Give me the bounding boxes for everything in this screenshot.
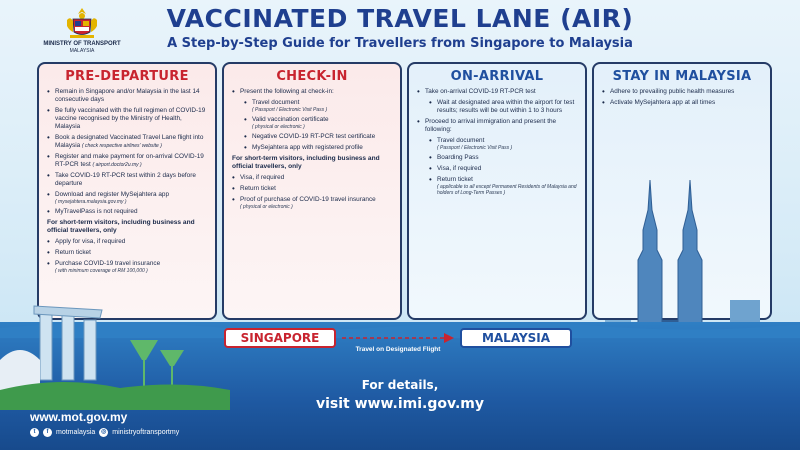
list-item xyxy=(602,88,762,96)
item-text: Visa, if required xyxy=(437,165,482,172)
card-title-on-arrival: ON-ARRIVAL xyxy=(450,69,544,84)
short-term-heading: For short-term visitors, including business and official travellers, only xyxy=(232,155,380,170)
list-subitem xyxy=(417,99,577,115)
card-check-in xyxy=(222,62,402,320)
item-text: Purchase COVID-19 travel insurance xyxy=(55,260,161,267)
list-item xyxy=(232,174,392,182)
item-text: Return ticket xyxy=(240,185,276,192)
list-item xyxy=(47,238,207,246)
ministry-logo xyxy=(22,6,142,54)
item-text: MySejahtera app with registered profile xyxy=(252,144,363,151)
item-text: Activate MySejahtera app at all times xyxy=(610,99,716,106)
item-text: Present the following at check-in: xyxy=(240,88,334,95)
list-item xyxy=(417,88,577,96)
list-item xyxy=(602,99,762,107)
details-link[interactable]: visit www.imi.gov.my xyxy=(315,396,484,412)
card-pre-departure xyxy=(37,62,217,320)
list-item xyxy=(47,134,207,150)
page-subtitle: A Step-by-Step Guide for Travellers from Singapore to Malaysia xyxy=(167,36,633,51)
item-text: MyTravelPass is not required xyxy=(55,208,138,215)
card-on-arrival xyxy=(407,62,587,320)
item-text: Proof of purchase of COVID-19 travel insurance xyxy=(240,196,376,203)
stay-list xyxy=(602,88,762,107)
list-item xyxy=(417,118,577,134)
item-text: Boarding Pass xyxy=(437,154,479,161)
short-term-heading: For short-term visitors, including business and official travellers, only xyxy=(47,219,195,234)
route-label: Travel on Designated Flight xyxy=(355,346,441,353)
item-text: Travel document xyxy=(252,99,300,106)
list-item xyxy=(47,88,207,104)
footer xyxy=(30,410,290,437)
list-item xyxy=(232,196,392,210)
coat-of-arms-icon xyxy=(64,6,100,40)
page-title: VACCINATED TRAVEL LANE (AIR) xyxy=(166,4,634,33)
pre-departure-short-list xyxy=(47,238,207,274)
list-subitem xyxy=(232,99,392,113)
social-handle-1[interactable]: motmalaysia xyxy=(56,429,96,436)
item-note: ( physical or electronic ) xyxy=(252,124,305,130)
list-item xyxy=(47,191,207,205)
item-note: ( check respective airlines' website ) xyxy=(82,143,162,149)
check-in-short-list xyxy=(232,174,392,210)
check-in-list xyxy=(232,88,392,152)
list-subitem xyxy=(232,133,392,141)
card-title-check-in: CHECK-IN xyxy=(276,69,348,84)
ministry-country: MALAYSIA xyxy=(69,48,95,54)
item-text: Remain in Singapore and/or Malaysia in the last 14 consecutive days xyxy=(55,88,200,103)
list-subitem xyxy=(417,137,577,151)
item-note: ( airport.doctor2u.my ) xyxy=(92,162,142,168)
item-note: ( applicable to all except Permanent Residents of Malaysia and holders of Long-Term Passes ) xyxy=(437,184,577,196)
pre-departure-list xyxy=(47,88,207,216)
item-text: Visa, if required xyxy=(240,174,285,181)
flight-arrow-icon xyxy=(340,332,456,344)
list-subitem xyxy=(417,154,577,162)
list-subitem xyxy=(232,144,392,152)
item-text: Valid vaccination certificate xyxy=(252,116,329,123)
item-note: ( Passport / Electronic Visit Pass ) xyxy=(252,107,328,113)
item-note: ( physical or electronic ) xyxy=(240,204,293,210)
item-text: Apply for visa, if required xyxy=(55,238,126,245)
route-origin-singapore: SINGAPORE xyxy=(224,328,336,348)
instagram-icon[interactable]: ◎ xyxy=(101,429,107,435)
list-subitem xyxy=(417,176,577,196)
list-item xyxy=(47,172,207,188)
item-text: Wait at designated area within the airport for test results; results will be out within 1 to 3 hours xyxy=(437,99,575,114)
item-text: Return ticket xyxy=(55,249,91,256)
item-text: Take COVID-19 RT-PCR test within 2 days before departure xyxy=(55,172,196,187)
route-destination-malaysia: MALAYSIA xyxy=(460,328,572,348)
item-text: Book a designated Vaccinated Travel Lane flight into Malaysia xyxy=(55,134,204,149)
card-title-pre-departure: PRE-DEPARTURE xyxy=(65,69,189,84)
item-text: Download and register MySejahtera app xyxy=(55,191,170,198)
twitter-icon[interactable]: t xyxy=(30,428,39,437)
ministry-name: MINISTRY OF TRANSPORT xyxy=(43,41,121,47)
list-subitem xyxy=(232,116,392,130)
item-note: ( mysejahtera.malaysia.gov.my ) xyxy=(55,199,127,205)
card-title-stay: STAY IN MALAYSIA xyxy=(612,69,752,84)
item-note: ( Passport / Electronic Visit Pass ) xyxy=(437,145,513,151)
footer-url-link[interactable]: www.mot.gov.my xyxy=(30,410,128,424)
on-arrival-list xyxy=(417,88,577,196)
list-item xyxy=(232,88,392,96)
item-text: Take on-arrival COVID-19 RT-PCR test xyxy=(425,88,536,95)
list-subitem xyxy=(417,165,577,173)
item-text: Negative COVID-19 RT-PCR test certificate xyxy=(252,133,376,140)
list-item xyxy=(47,153,207,169)
list-item xyxy=(232,185,392,193)
item-text: Register and make payment for on-arrival COVID-19 RT-PCR test xyxy=(55,153,204,168)
item-text: Return ticket xyxy=(437,176,473,183)
social-handle-2[interactable]: ministryoftransportmy xyxy=(112,429,180,436)
item-text: Proceed to arrival immigration and present the following: xyxy=(425,118,557,133)
item-note: ( with minimum coverage of RM 100,000 ) xyxy=(55,268,148,274)
facebook-icon[interactable]: f xyxy=(43,428,52,437)
social-links xyxy=(30,428,290,437)
item-text: Travel document xyxy=(437,137,485,144)
list-item xyxy=(47,208,207,216)
list-item xyxy=(47,249,207,257)
details-line-1: For details, xyxy=(361,378,439,392)
item-text: Adhere to prevailing public health measures xyxy=(610,88,735,95)
list-item xyxy=(47,107,207,131)
list-item xyxy=(47,260,207,274)
item-text: Be fully vaccinated with the full regimen of COVID-19 vaccine recognised by the Ministry of Health, Malaysia xyxy=(55,107,206,130)
